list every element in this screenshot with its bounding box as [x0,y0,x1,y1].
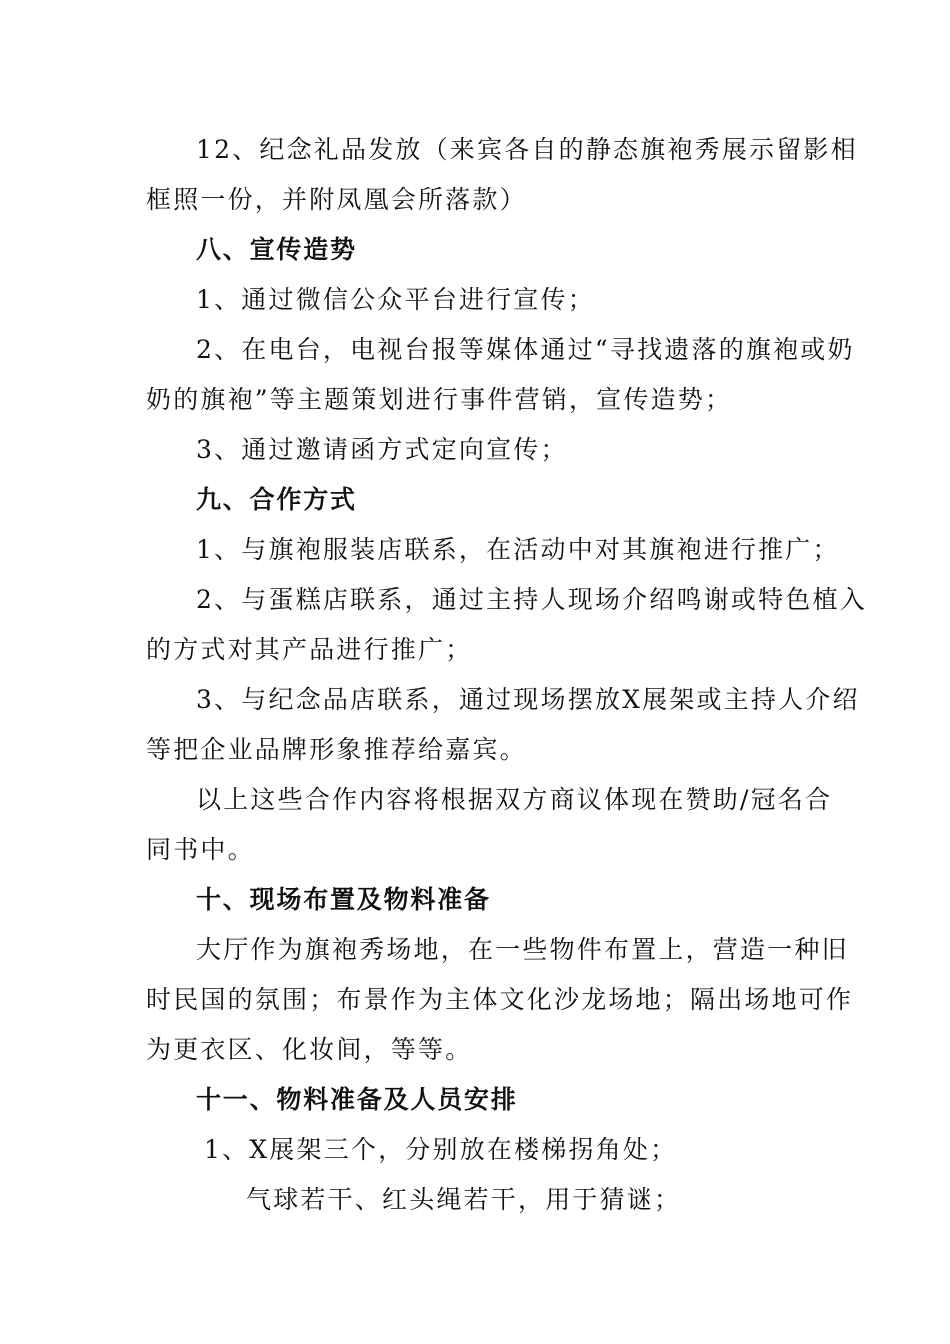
text-line: 大厅作为旗袍秀场地，在一些物件布置上，营造一种旧 [196,935,849,964]
section-heading: 十一、物料准备及人员安排 [196,1085,518,1114]
text-line: 1、X展架三个，分别放在楼梯拐角处； [204,1135,678,1164]
text-line: 的方式对其产品进行推广； [146,635,473,664]
text-line: 2、与蛋糕店联系，通过主持人现场介绍鸣谢或特色植入 [196,585,867,614]
text-line: 为更衣区、化妆间，等等。 [146,1035,473,1064]
section-heading: 八、宣传造势 [196,235,357,264]
text-line: 气球若干、红头绳若干，用于猜谜； [246,1185,682,1214]
text-line: 时民国的氛围；布景作为主体文化沙龙场地；隔出场地可作 [146,985,854,1014]
text-line: 同书中。 [146,835,255,864]
text-line: 1、与旗袍服装店联系，在活动中对其旗袍进行推广； [196,535,840,564]
text-line: 2、在电台，电视台报等媒体通过“寻找遗落的旗袍或奶 [196,335,855,364]
section-heading: 九、合作方式 [196,485,357,514]
text-line: 3、与纪念品店联系，通过现场摆放X展架或主持人介绍 [196,685,860,714]
text-line: 3、通过邀请函方式定向宣传； [196,435,568,464]
text-line: 12、纪念礼品发放（来宾各自的静态旗袍秀展示留影相 [196,135,858,164]
text-line: 等把企业品牌形象推荐给嘉宾。 [146,735,527,764]
section-heading: 十、现场布置及物料准备 [196,885,491,914]
text-line: 框照一份，并附凤凰会所落款） [146,185,527,214]
text-line: 以上这些合作内容将根据双方商议体现在赞助/冠名合 [196,785,833,814]
text-line: 1、通过微信公众平台进行宣传； [196,285,595,314]
text-line: 奶的旗袍”等主题策划进行事件营销，宣传造势； [146,385,733,414]
